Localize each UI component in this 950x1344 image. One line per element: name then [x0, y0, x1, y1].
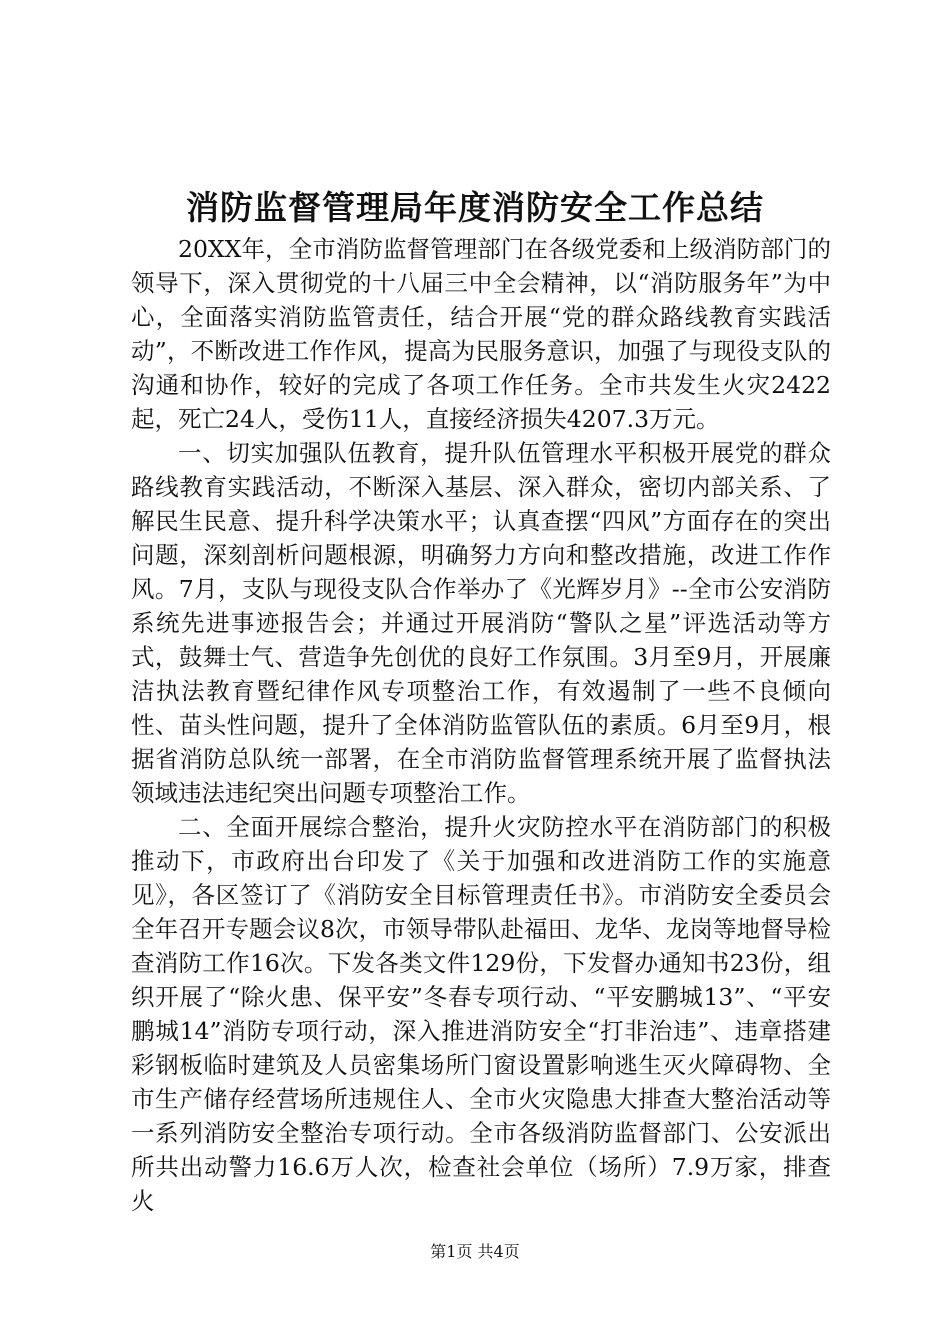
page-number: 第1页 共4页	[430, 1242, 520, 1261]
document-body	[131, 232, 831, 1218]
paragraph-section-1: 一、切实加强队伍教育，提升队伍管理水平积极开展党的群众路线教育实践活动，不断深入基层、深入群众，密切内部关系、了解民生民意、提升科学决策水平；认真查摆“四风”方面存在的突出问题，深刻剖析问题根源，明确努力方向和整改措施，改进工作作风。7月，支队与现役支队合作举办了《光辉岁月》--全市公安消防系统先进事迹报告会；并通过开展消防“警队之星”评选活动等方式，鼓舞士气、营造争先创优的良好工作氛围。3月至9月，开展廉洁执法教育暨纪律作风专项整治工作，有效遏制了一些不良倾向性、苗头性问题，提升了全体消防监管队伍的素质。6月至9月，根据省消防总队统一部署，在全市消防监督管理系统开展了监督执法领域违法违纪突出问题专项整治工作。	[131, 439, 831, 807]
paragraph-intro: 20XX年，全市消防监督管理部门在各级党委和上级消防部门的领导下，深入贯彻党的十八届三中全会精神，以“消防服务年”为中心，全面落实消防监管责任，结合开展“党的群众路线教育实践活动”，不断改进工作作风，提高为民服务意识，加强了与现役支队的沟通和协作，较好的完成了各项工作任务。全市共发生火灾2422起，死亡24人，受伤11人，直接经济损失4207.3万元。	[131, 235, 831, 433]
document-title: 消防监督管理局年度消防安全工作总结	[186, 188, 764, 227]
paragraph-section-2: 二、全面开展综合整治，提升火灾防控水平在消防部门的积极推动下，市政府出台印发了《关于加强和改进消防工作的实施意见》，各区签订了《消防安全目标管理责任书》。市消防安全委员会全年召开专题会议8次，市领导带队赴福田、龙华、龙岗等地督导检查消防工作16次。下发各类文件129份，下发督办通知书23份，组织开展了“除火患、保平安”冬春专项行动、“平安鹏城13”、“平安鹏城14”消防专项行动，深入推进消防安全“打非治违”、违章搭建彩钢板临时建筑及人员密集场所门窗设置影响逃生灭火障碍物、全市生产储存经营场所违规住人、全市火灾隐患大排查大整治活动等一系列消防安全整治专项行动。全市各级消防监督部门、公安派出所共出动警力16.6万人次，检查社会单位（场所）7.9万家，排查火	[131, 813, 831, 1215]
